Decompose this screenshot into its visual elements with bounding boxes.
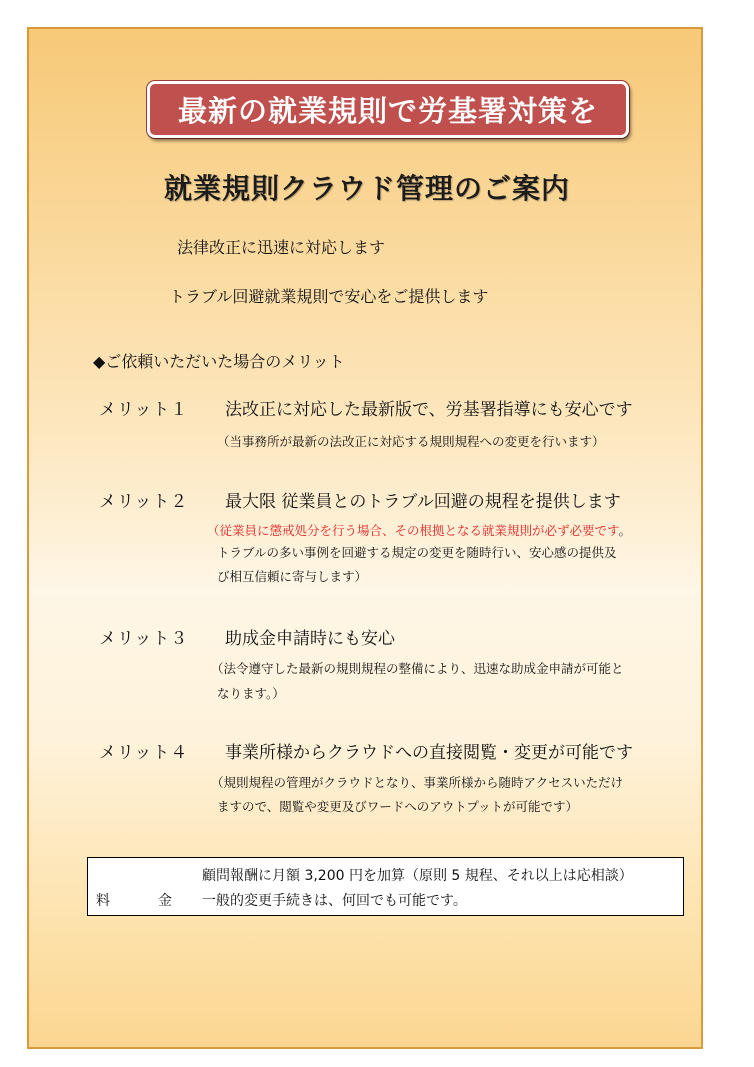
headline-banner (147, 81, 629, 138)
merit-2-note-red-text: 従業員に懲戒処分を行う場合、その根拠となる就業規則が必ず必要です (219, 523, 619, 538)
merit-3-label: メリット３ (99, 629, 189, 649)
merit-3-note-line-1: （法令遵守した最新の規則規程の整備により、迅速な助成金申請が可能と (211, 661, 624, 676)
page-title: 就業規則クラウド管理のご案内 (163, 172, 570, 205)
merit-4-note-line-2: ますので、閲覧や変更及びワードへのアウトプットが可能です） (217, 799, 579, 814)
merit-2-title: 最大限 従業員とのトラブル回避の規程を提供します (225, 492, 621, 512)
merit-4-title: 事業所様からクラウドへの直接閲覧・変更が可能です (225, 743, 633, 763)
merit-2-note-line-2: トラブルの多い事例を回避する規定の変更を随時行い、安心感の提供及 (217, 545, 617, 560)
merit-4-label: メリット４ (99, 743, 189, 763)
headline-text: 最新の就業規則で労基署対策を (177, 94, 598, 128)
fee-box (87, 857, 684, 916)
merit-2-note-period: 。 (618, 523, 632, 538)
merit-1-note: （当事務所が最新の法改正に対応する規則規程への変更を行います） (217, 434, 605, 449)
merit-1-label: メリット１ (99, 400, 189, 420)
merit-2-note-open-paren: （ (207, 523, 220, 538)
flyer-page (27, 27, 703, 1049)
merit-2-note-line-3: び相互信頼に寄与します） (217, 569, 368, 584)
merit-3-note-line-2: なります。） (217, 686, 285, 701)
fee-line-1: 顧問報酬に月額 3,200 円を加算（原則 5 規程、それ以上は応相談） (202, 868, 633, 884)
merit-3-title: 助成金申請時にも安心 (225, 629, 395, 649)
merits-heading: ◆ご依頼いただいた場合のメリット (93, 352, 345, 371)
merit-1-title: 法改正に対応した最新版で、労基署指導にも安心です (225, 400, 633, 420)
merit-2-note-red-line (207, 521, 631, 539)
merit-2-label: メリット２ (99, 492, 189, 512)
intro-line-2: トラブル回避就業規則で安心をご提供します (169, 287, 489, 306)
fee-label-left: 料 (96, 893, 110, 909)
fee-line-2: 一般的変更手続きは、何回でも可能です。 (202, 893, 467, 909)
fee-label-right: 金 (158, 893, 172, 909)
intro-line-1: 法律改正に迅速に対応します (177, 238, 386, 257)
merit-4-note-line-1: （規則規程の管理がクラウドとなり、事業所様から随時アクセスいただけ (211, 775, 624, 790)
